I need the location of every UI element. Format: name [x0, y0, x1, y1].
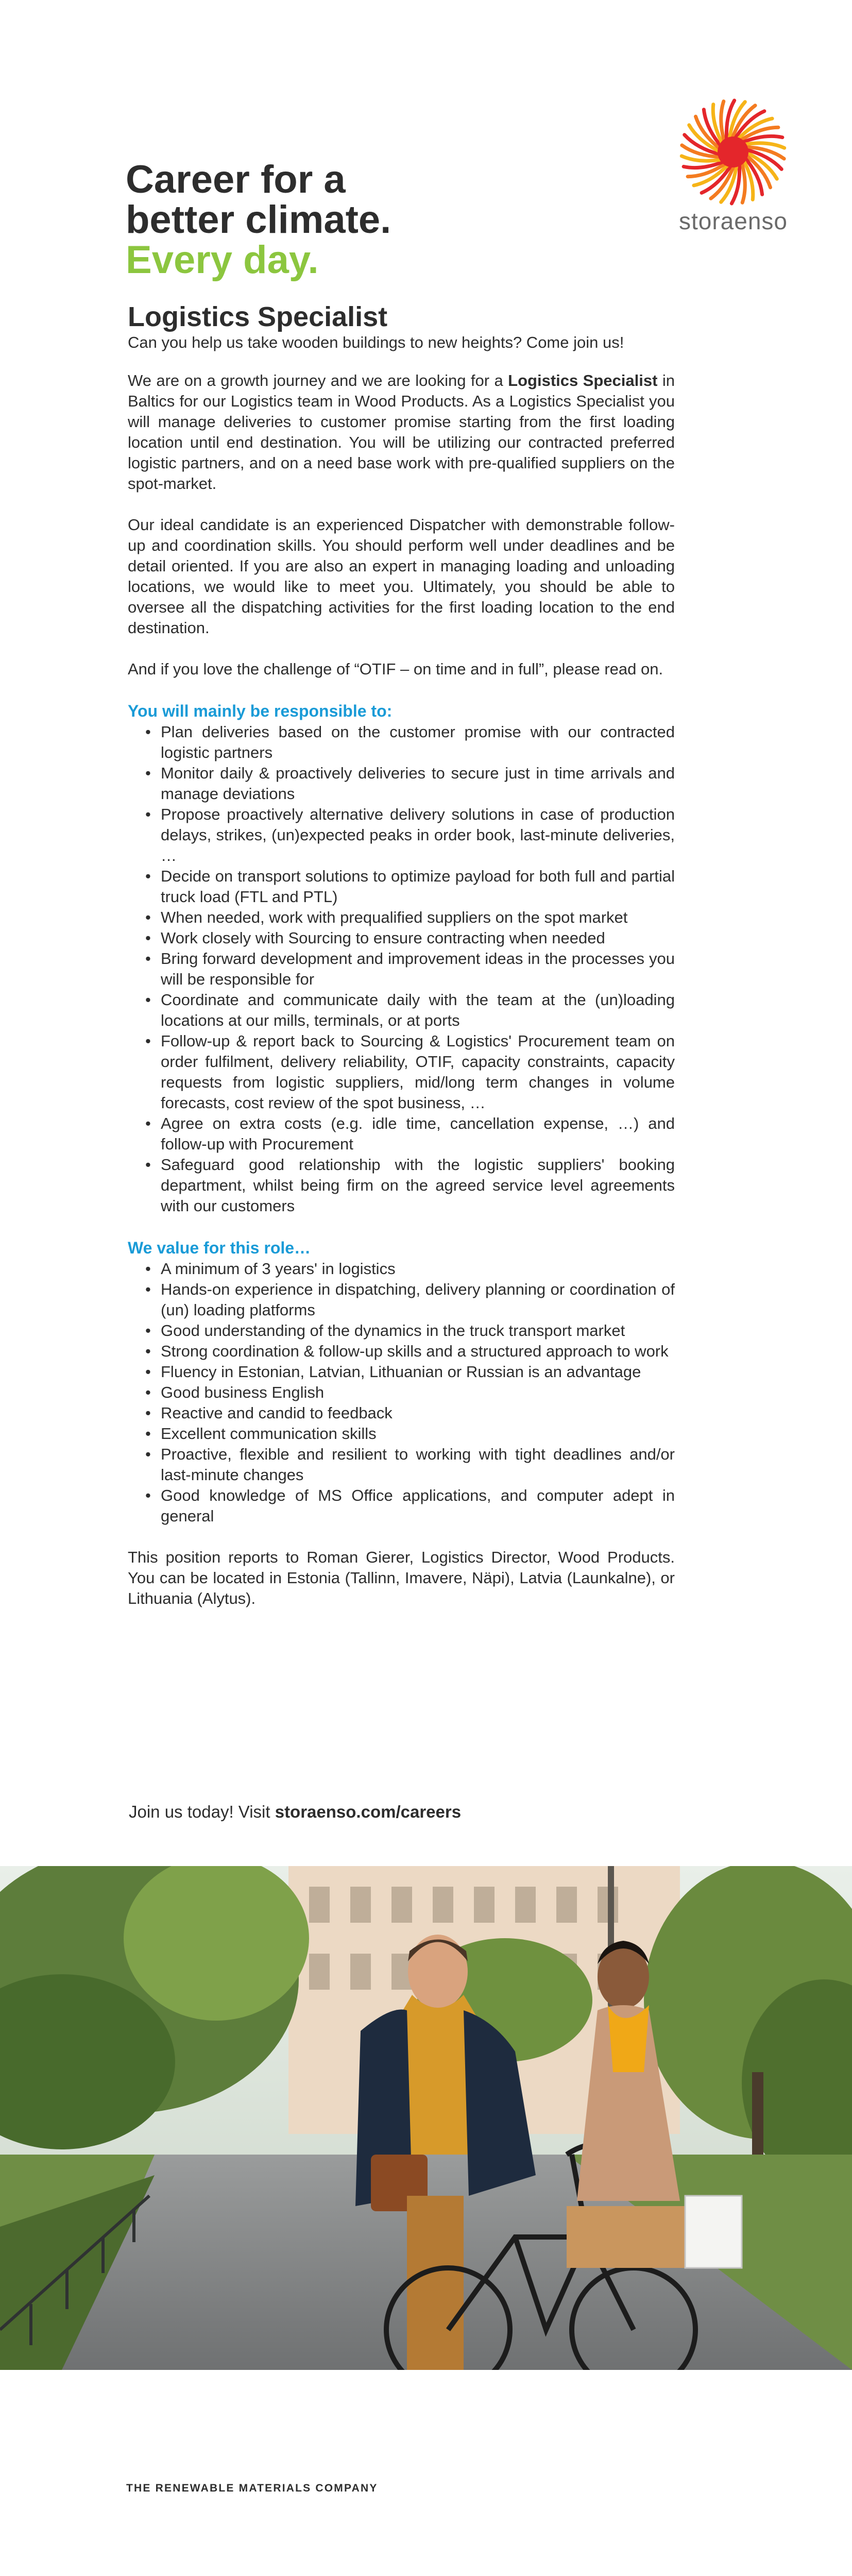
- list-item: • Coordinate and communicate daily with the team at the (un)loading locations at our mills, terminals, or at ports: [161, 990, 675, 1031]
- list-item: • Strong coordination & follow-up skills and a structured approach to work: [161, 1341, 675, 1362]
- list-item: • Good understanding of the dynamics in the truck transport market: [161, 1320, 675, 1341]
- list-item: • Hands-on experience in dispatching, delivery planning or coordination of (un) loading platforms: [161, 1279, 675, 1320]
- park-scene-illustration: [0, 1866, 852, 2370]
- para1-role: Logistics Specialist: [508, 371, 658, 389]
- paragraph-candidate: Our ideal candidate is an experienced Dispatcher with demonstrable follow-up and coordination skills. You should perform well under deadlines and be detail oriented. If you are also an expert in managing loading and unloading locations, we would like to meet you. Ultimately, you should be able to oversee all the dispatching activities for the first loading location to the end destination.: [128, 516, 675, 637]
- para1-start: We are on a growth journey and we are looking for a: [128, 371, 508, 389]
- job-description: [128, 301, 675, 1630]
- list-item: • Good knowledge of MS Office applications, and computer adept in general: [161, 1485, 675, 1527]
- headline-line-1: Career for a: [126, 158, 346, 201]
- list-item: • Decide on transport solutions to optimize payload for both full and partial truck load (FTL and PTL): [161, 866, 675, 907]
- intro-text: Can you help us take wooden buildings to new heights? Come join us!: [128, 333, 624, 351]
- logo-center: [718, 137, 748, 167]
- headline: [126, 160, 641, 280]
- logo-ray: [741, 161, 745, 202]
- footer-tagline: THE RENEWABLE MATERIALS COMPANY: [126, 2482, 378, 2494]
- list-item: • Work closely with Sourcing to ensure contracting when needed: [161, 928, 675, 948]
- list-item: • Proactive, flexible and resilient to working with tight deadlines and/or last-minute changes: [161, 1444, 675, 1485]
- headline-line-3: Every day.: [126, 238, 319, 282]
- responsibilities-heading: You will mainly be responsible to:: [128, 702, 393, 720]
- list-item: • A minimum of 3 years' in logistics: [161, 1259, 675, 1279]
- list-item: • Monitor daily & proactively deliveries to secure just in time arrivals and manage deviations: [161, 763, 675, 804]
- list-item: • Fluency in Estonian, Latvian, Lithuanian or Russian is an advantage: [161, 1362, 675, 1382]
- reporting-paragraph: This position reports to Roman Gierer, Logistics Director, Wood Products. You can be located in Estonia (Tallinn, Imavere, Näpi), Latvia (Launkalne), or Lithuania (Alytus).: [128, 1548, 675, 1607]
- list-item: • Excellent communication skills: [161, 1423, 675, 1444]
- careers-link[interactable]: storaenso.com/careers: [275, 1802, 462, 1821]
- list-item: • Agree on extra costs (e.g. idle time, cancellation expense, …) and follow-up with Procurement: [161, 1113, 675, 1155]
- paragraph-growth: [128, 370, 675, 494]
- responsibilities-list: [128, 722, 675, 1216]
- headline-line-2: better climate.: [126, 198, 391, 242]
- list-item: • Plan deliveries based on the customer promise with our contracted logistic partners: [161, 722, 675, 763]
- list-item: • Propose proactively alternative delivery solutions in case of production delays, strikes, (un)expected peaks in order book, last-minute deliveries, …: [161, 804, 675, 866]
- cta-text: Join us today! Visit: [129, 1802, 275, 1821]
- list-item: • Bring forward development and improvement ideas in the processes you will be responsible for: [161, 948, 675, 990]
- company-logo: [679, 98, 787, 232]
- list-item: • Reactive and candid to feedback: [161, 1403, 675, 1423]
- list-item: • Follow-up & report back to Sourcing & Logistics' Procurement team on order fulfilment, delivery reliability, OTIF, capacity constraints, capacity requests from logistic suppliers, mid/long term changes in volume forecasts, cost review of the spot business, …: [161, 1031, 675, 1113]
- values-heading: We value for this role…: [128, 1239, 311, 1257]
- logo-ray: [721, 101, 725, 143]
- list-item: • When needed, work with prequalified suppliers on the spot market: [161, 907, 675, 928]
- list-item: • Good business English: [161, 1382, 675, 1403]
- careers-cta: [129, 1801, 461, 1823]
- values-list: [128, 1259, 675, 1527]
- job-title: Logistics Specialist: [128, 301, 388, 332]
- hero-photo: [0, 1866, 852, 2370]
- para1-rest: in Baltics for our Logistics team in Wood Products. As a Logistics Specialist you will manage deliveries to customer promise starting from the first loading location until end destination. You will be utilizing our contracted preferred logistic partners, and on a need base work with pre-qualified suppliers on the spot-market.: [128, 371, 675, 493]
- paragraph-otif: And if you love the challenge of “OTIF – on time and in full”, please read on.: [128, 660, 663, 678]
- list-item: • Safeguard good relationship with the logistic suppliers' booking department, whilst being firm on the agreed service level agreements with our customers: [161, 1155, 675, 1216]
- sun-burst-icon: [679, 98, 787, 206]
- logo-wordmark: storaenso: [679, 208, 788, 234]
